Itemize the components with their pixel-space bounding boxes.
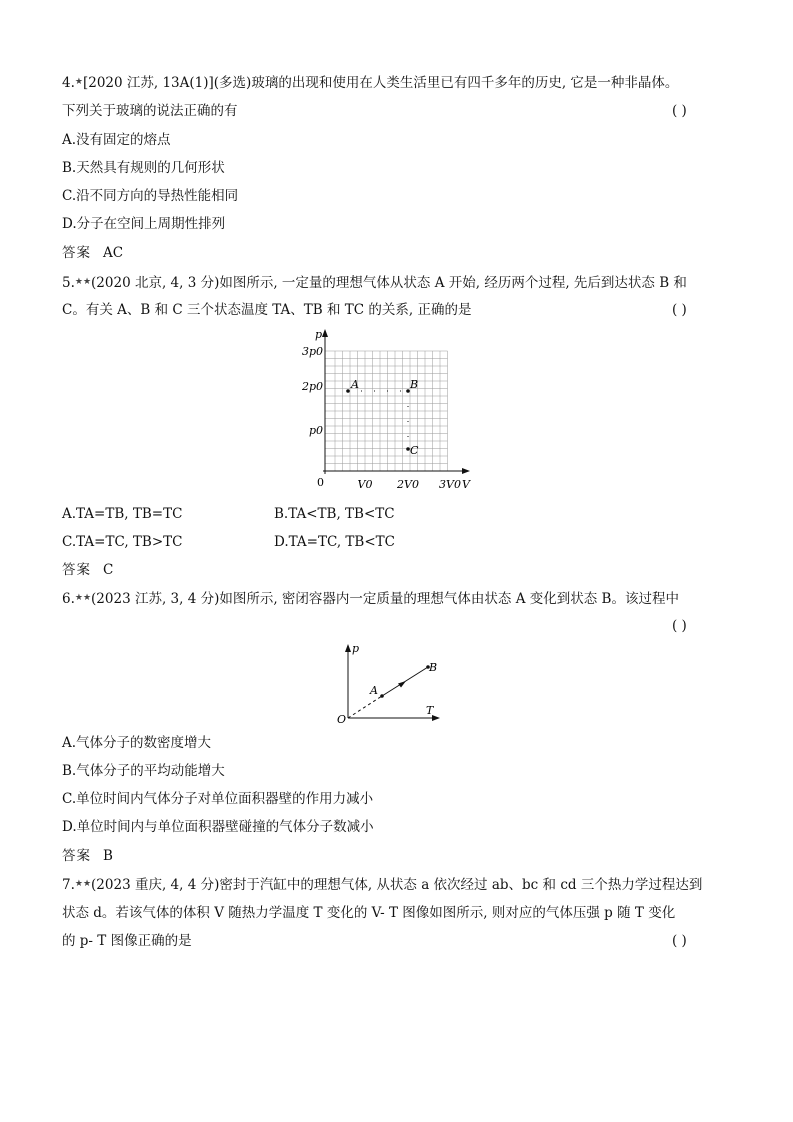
- q6-number: 6.: [62, 591, 75, 607]
- q6-option-d: D.单位时间内与单位面积器壁碰撞的气体分子数减小: [62, 819, 374, 835]
- q5-option-d: D.TA=TC, TB<TC: [274, 534, 395, 550]
- difficulty-star-icon: ★★: [74, 593, 92, 603]
- difficulty-star-icon: ★: [74, 77, 83, 87]
- q4-line-1: [62, 72, 678, 93]
- q5-x-tick-v0: V0: [357, 478, 373, 491]
- q6-point-a: [380, 694, 384, 698]
- q5-line-1: [62, 272, 687, 293]
- q6-answer: [62, 846, 113, 866]
- q6-label-b: B: [429, 661, 438, 674]
- q5-number: 5.: [62, 275, 75, 291]
- q5-point-a: [346, 389, 350, 393]
- answer-label: 答案: [62, 562, 91, 578]
- q4-answer-bracket: ( ): [672, 103, 687, 119]
- q6-y-axis-label: p: [352, 642, 360, 655]
- q6-option-c: C.单位时间内气体分子对单位面积器壁的作用力减小: [62, 791, 374, 807]
- q6-pt-diagram: [330, 640, 450, 725]
- q7-number: 7.: [62, 877, 75, 893]
- q5-option-c: C.TA=TC, TB>TC: [62, 534, 183, 550]
- answer-value: C: [103, 562, 114, 578]
- q5-x-arrow-icon: [462, 468, 470, 474]
- q5-y-tick-3p0: 3p0: [301, 345, 323, 358]
- q5-pv-diagram: [295, 326, 485, 496]
- q5-y-arrow-icon: [322, 329, 328, 337]
- q5-line-2: C。有关 A、B 和 C 三个状态温度 TA、TB 和 TC 的关系, 正确的是: [62, 302, 472, 318]
- q7-line-1: [62, 874, 702, 895]
- answer-label: 答案: [62, 245, 91, 261]
- q6-extension-line: [348, 696, 382, 718]
- q5-label-a: A: [351, 378, 359, 391]
- q6-y-arrow-icon: [345, 644, 351, 652]
- q6-label-a: A: [370, 684, 378, 697]
- answer-value: AC: [103, 245, 124, 261]
- q5-x-axis-label: V: [462, 478, 470, 491]
- q5-label-c: C: [410, 444, 419, 457]
- q4-text-1: [2020 江苏, 13A(1)](多选)玻璃的出现和使用在人类生活里已有四千多年的历史, 它是一种非晶体。: [82, 75, 679, 91]
- q5-text-1: (2020 北京, 4, 3 分)如图所示, 一定量的理想气体从状态 A 开始, 经历两个过程, 先后到达状态 B 和: [91, 275, 687, 291]
- q4-option-c: C.沿不同方向的导热性能相同: [62, 188, 239, 204]
- q6-direction-arrow-icon: [398, 681, 406, 688]
- q6-x-axis-label: T: [426, 704, 434, 717]
- q5-grid: [325, 351, 448, 471]
- q6-answer-bracket: ( ): [672, 618, 687, 634]
- q5-y-tick-p0: p0: [308, 424, 323, 437]
- q7-answer-bracket: ( ): [672, 933, 687, 949]
- difficulty-star-icon: ★★: [74, 277, 92, 287]
- q4-option-d: D.分子在空间上周期性排列: [62, 216, 226, 232]
- answer-value: B: [103, 848, 113, 864]
- q4-answer: [62, 243, 123, 263]
- q5-answer: [62, 560, 113, 580]
- q5-y-tick-2p0: 2p0: [301, 380, 323, 393]
- q5-x-tick-origin: 0: [317, 476, 324, 489]
- q7-line-2: 状态 d。若该气体的体积 V 随热力学温度 T 变化的 V- T 图像如图所示, 则对应的气体压强 p 随 T 变化: [62, 905, 676, 921]
- q5-x-tick-3v0: 3V0: [439, 478, 461, 491]
- difficulty-star-icon: ★★: [74, 879, 92, 889]
- q5-option-a: A.TA=TB, TB=TC: [62, 506, 183, 522]
- q4-option-b: B.天然具有规则的几何形状: [62, 160, 225, 176]
- q4-option-a: A.没有固定的熔点: [62, 132, 171, 148]
- q7-text-1: (2023 重庆, 4, 4 分)密封于汽缸中的理想气体, 从状态 a 依次经过 ab、bc 和 cd 三个热力学过程达到: [91, 877, 703, 893]
- q6-option-a: A.气体分子的数密度增大: [62, 735, 212, 751]
- q5-label-b: B: [410, 378, 419, 391]
- q4-number: 4.: [62, 75, 75, 91]
- q5-answer-bracket: ( ): [672, 302, 687, 318]
- q4-line-2: 下列关于玻璃的说法正确的有: [62, 103, 238, 119]
- q6-option-b: B.气体分子的平均动能增大: [62, 763, 225, 779]
- q6-text-1: (2023 江苏, 3, 4 分)如图所示, 密闭容器内一定质量的理想气体由状态 A 变化到状态 B。该过程中: [91, 591, 679, 607]
- q5-option-b: B.TA<TB, TB<TC: [274, 506, 395, 522]
- q5-y-axis-label: p: [315, 328, 323, 341]
- q6-origin-label: O: [337, 713, 347, 725]
- q6-line-1: [62, 588, 679, 609]
- q7-line-3: 的 p- T 图像正确的是: [62, 933, 192, 949]
- q5-x-tick-2v0: 2V0: [397, 478, 419, 491]
- answer-label: 答案: [62, 848, 91, 864]
